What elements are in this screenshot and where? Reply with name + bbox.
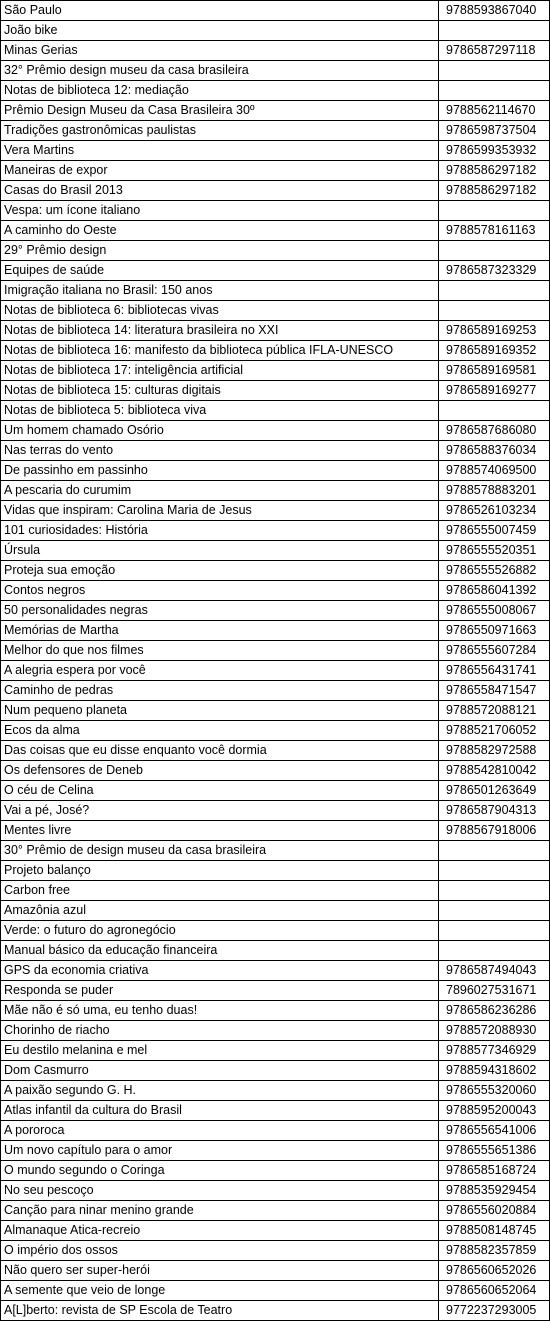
isbn-cell[interactable] bbox=[439, 81, 550, 101]
isbn-cell[interactable]: 9788594318602 bbox=[439, 1061, 550, 1081]
table-row bbox=[1, 161, 550, 181]
isbn-cell[interactable]: 9788593867040 bbox=[439, 1, 550, 21]
isbn-cell[interactable]: 9786558471547 bbox=[439, 681, 550, 701]
isbn-cell[interactable]: 9788577346929 bbox=[439, 1041, 550, 1061]
table-row bbox=[1, 701, 550, 721]
title-cell[interactable]: Manual básico da educação financeira bbox=[1, 941, 439, 961]
isbn-cell[interactable]: 9788582357859 bbox=[439, 1241, 550, 1261]
isbn-cell[interactable]: 9786586236286 bbox=[439, 1001, 550, 1021]
title-cell[interactable]: Casas do Brasil 2013 bbox=[1, 181, 439, 201]
table-row bbox=[1, 601, 550, 621]
isbn-cell[interactable] bbox=[439, 401, 550, 421]
isbn-cell[interactable]: 9788582972588 bbox=[439, 741, 550, 761]
title-cell[interactable]: Notas de biblioteca 16: manifesto da biblioteca pública IFLA-UNESCO bbox=[1, 341, 439, 361]
isbn-cell[interactable]: 9786589169352 bbox=[439, 341, 550, 361]
isbn-cell[interactable]: 9786587686080 bbox=[439, 421, 550, 441]
isbn-cell[interactable]: 9786587323329 bbox=[439, 261, 550, 281]
table-row bbox=[1, 1281, 550, 1301]
table-row bbox=[1, 1101, 550, 1121]
table-row bbox=[1, 201, 550, 221]
isbn-cell[interactable]: 9786560652064 bbox=[439, 1281, 550, 1301]
title-cell[interactable]: Vera Martins bbox=[1, 141, 439, 161]
table-row bbox=[1, 421, 550, 441]
table-row bbox=[1, 521, 550, 541]
isbn-cell[interactable] bbox=[439, 201, 550, 221]
title-cell[interactable]: 101 curiosidades: História bbox=[1, 521, 439, 541]
title-cell[interactable]: Memórias de Martha bbox=[1, 621, 439, 641]
title-cell[interactable]: João bike bbox=[1, 21, 439, 41]
title-cell[interactable]: Vespa: um ícone italiano bbox=[1, 201, 439, 221]
table-row bbox=[1, 581, 550, 601]
isbn-cell[interactable]: 9786556541006 bbox=[439, 1121, 550, 1141]
table-row bbox=[1, 221, 550, 241]
title-cell[interactable]: A pescaria do curumim bbox=[1, 481, 439, 501]
title-cell[interactable]: GPS da economia criativa bbox=[1, 961, 439, 981]
table-row bbox=[1, 961, 550, 981]
isbn-cell[interactable]: 9786555320060 bbox=[439, 1081, 550, 1101]
table-row bbox=[1, 501, 550, 521]
table-row bbox=[1, 461, 550, 481]
table-row bbox=[1, 721, 550, 741]
table-row bbox=[1, 61, 550, 81]
title-cell[interactable]: São Paulo bbox=[1, 1, 439, 21]
isbn-cell[interactable]: 9786599353932 bbox=[439, 141, 550, 161]
isbn-cell[interactable]: 9786585168724 bbox=[439, 1161, 550, 1181]
table-row bbox=[1, 681, 550, 701]
isbn-cell[interactable]: 9786587904313 bbox=[439, 801, 550, 821]
isbn-cell[interactable]: 9786589169277 bbox=[439, 381, 550, 401]
title-cell[interactable]: A paixão segundo G. H. bbox=[1, 1081, 439, 1101]
isbn-cell[interactable]: 9786555651386 bbox=[439, 1141, 550, 1161]
title-cell[interactable]: 30° Prêmio de design museu da casa brasileira bbox=[1, 841, 439, 861]
title-cell[interactable]: Chorinho de riacho bbox=[1, 1021, 439, 1041]
isbn-cell[interactable]: 9786586041392 bbox=[439, 581, 550, 601]
title-cell[interactable]: Notas de biblioteca 6: bibliotecas vivas bbox=[1, 301, 439, 321]
title-cell[interactable]: A pororoca bbox=[1, 1121, 439, 1141]
title-cell[interactable]: Notas de biblioteca 17: inteligência artificial bbox=[1, 361, 439, 381]
table-row bbox=[1, 761, 550, 781]
isbn-cell[interactable]: 9788586297182 bbox=[439, 161, 550, 181]
title-cell[interactable]: Equipes de saúde bbox=[1, 261, 439, 281]
table-row bbox=[1, 141, 550, 161]
title-cell[interactable]: O mundo segundo o Coringa bbox=[1, 1161, 439, 1181]
table-row bbox=[1, 301, 550, 321]
isbn-cell[interactable] bbox=[439, 861, 550, 881]
isbn-cell[interactable]: 9788542810042 bbox=[439, 761, 550, 781]
title-cell[interactable]: Verde: o futuro do agronegócio bbox=[1, 921, 439, 941]
table-row bbox=[1, 21, 550, 41]
table-row bbox=[1, 801, 550, 821]
isbn-cell[interactable]: 9786560652026 bbox=[439, 1261, 550, 1281]
isbn-cell[interactable] bbox=[439, 281, 550, 301]
title-cell[interactable]: A semente que veio de longe bbox=[1, 1281, 439, 1301]
table-row bbox=[1, 901, 550, 921]
title-cell[interactable]: Atlas infantil da cultura do Brasil bbox=[1, 1101, 439, 1121]
table-row bbox=[1, 1261, 550, 1281]
table-row bbox=[1, 941, 550, 961]
isbn-cell[interactable]: 9786556020884 bbox=[439, 1201, 550, 1221]
isbn-cell[interactable]: 9788572088930 bbox=[439, 1021, 550, 1041]
title-cell[interactable]: Ecos da alma bbox=[1, 721, 439, 741]
isbn-cell[interactable]: 9786588376034 bbox=[439, 441, 550, 461]
isbn-cell[interactable]: 9786555526882 bbox=[439, 561, 550, 581]
table-row bbox=[1, 661, 550, 681]
isbn-cell[interactable]: 9788595200043 bbox=[439, 1101, 550, 1121]
isbn-cell[interactable]: 9772237293005 bbox=[439, 1301, 550, 1321]
isbn-cell[interactable] bbox=[439, 921, 550, 941]
isbn-cell[interactable]: 9786587297118 bbox=[439, 41, 550, 61]
isbn-cell[interactable]: 9788562114670 bbox=[439, 101, 550, 121]
table-row bbox=[1, 861, 550, 881]
table-row bbox=[1, 441, 550, 461]
table-row bbox=[1, 261, 550, 281]
title-cell[interactable]: Almanaque Atica-recreio bbox=[1, 1221, 439, 1241]
title-cell[interactable]: O império dos ossos bbox=[1, 1241, 439, 1261]
title-cell[interactable]: O céu de Celina bbox=[1, 781, 439, 801]
isbn-cell[interactable]: 9786589169253 bbox=[439, 321, 550, 341]
isbn-cell[interactable]: 9786555007459 bbox=[439, 521, 550, 541]
title-cell[interactable]: Dom Casmurro bbox=[1, 1061, 439, 1081]
table-row bbox=[1, 841, 550, 861]
table-row bbox=[1, 1181, 550, 1201]
table-row bbox=[1, 541, 550, 561]
table-row bbox=[1, 81, 550, 101]
table-row bbox=[1, 1301, 550, 1321]
isbn-cell[interactable]: 9786555008067 bbox=[439, 601, 550, 621]
isbn-cell[interactable]: 7896027531671 bbox=[439, 981, 550, 1001]
table-row bbox=[1, 1201, 550, 1221]
title-cell[interactable]: Notas de biblioteca 12: mediação bbox=[1, 81, 439, 101]
isbn-cell[interactable]: 9788567918006 bbox=[439, 821, 550, 841]
table-row bbox=[1, 1041, 550, 1061]
title-cell[interactable]: De passinho em passinho bbox=[1, 461, 439, 481]
title-cell[interactable]: Tradições gastronômicas paulistas bbox=[1, 121, 439, 141]
table-row bbox=[1, 1081, 550, 1101]
isbn-cell[interactable] bbox=[439, 301, 550, 321]
title-cell[interactable]: A caminho do Oeste bbox=[1, 221, 439, 241]
table-row bbox=[1, 1241, 550, 1261]
title-cell[interactable]: Nas terras do vento bbox=[1, 441, 439, 461]
table-row bbox=[1, 341, 550, 361]
table-row bbox=[1, 41, 550, 61]
table-row bbox=[1, 881, 550, 901]
table-row bbox=[1, 361, 550, 381]
title-cell[interactable]: Proteja sua emoção bbox=[1, 561, 439, 581]
isbn-cell[interactable]: 9786587494043 bbox=[439, 961, 550, 981]
title-cell[interactable]: 50 personalidades negras bbox=[1, 601, 439, 621]
table-row bbox=[1, 561, 550, 581]
isbn-cell[interactable]: 9788574069500 bbox=[439, 461, 550, 481]
title-cell[interactable]: Um novo capítulo para o amor bbox=[1, 1141, 439, 1161]
table-row bbox=[1, 1221, 550, 1241]
table-row bbox=[1, 381, 550, 401]
title-cell[interactable]: Minas Gerias bbox=[1, 41, 439, 61]
table-row bbox=[1, 621, 550, 641]
title-cell[interactable]: Imigração italiana no Brasil: 150 anos bbox=[1, 281, 439, 301]
title-cell[interactable]: Um homem chamado Osório bbox=[1, 421, 439, 441]
title-cell[interactable]: Notas de biblioteca 14: literatura brasileira no XXI bbox=[1, 321, 439, 341]
isbn-cell[interactable] bbox=[439, 21, 550, 41]
isbn-cell[interactable]: 9786501263649 bbox=[439, 781, 550, 801]
isbn-cell[interactable]: 9786555607284 bbox=[439, 641, 550, 661]
table-row bbox=[1, 121, 550, 141]
isbn-cell[interactable]: 9786550971663 bbox=[439, 621, 550, 641]
isbn-cell[interactable]: 9788508148745 bbox=[439, 1221, 550, 1241]
title-cell[interactable]: 29° Prêmio design bbox=[1, 241, 439, 261]
table-row bbox=[1, 1161, 550, 1181]
title-cell[interactable]: Carbon free bbox=[1, 881, 439, 901]
table-row bbox=[1, 281, 550, 301]
title-cell[interactable]: Melhor do que nos filmes bbox=[1, 641, 439, 661]
title-cell[interactable]: Os defensores de Deneb bbox=[1, 761, 439, 781]
table-row bbox=[1, 401, 550, 421]
table-row bbox=[1, 1061, 550, 1081]
title-cell[interactable]: Contos negros bbox=[1, 581, 439, 601]
spreadsheet-body bbox=[1, 1, 550, 1321]
table-row bbox=[1, 241, 550, 261]
table-row bbox=[1, 1, 550, 21]
table-row bbox=[1, 641, 550, 661]
title-cell[interactable]: Vidas que inspiram: Carolina Maria de Jesus bbox=[1, 501, 439, 521]
title-cell[interactable]: 32° Prêmio design museu da casa brasileira bbox=[1, 61, 439, 81]
table-row bbox=[1, 821, 550, 841]
title-cell[interactable]: Mãe não é só uma, eu tenho duas! bbox=[1, 1001, 439, 1021]
title-cell[interactable]: Notas de biblioteca 15: culturas digitais bbox=[1, 381, 439, 401]
title-cell[interactable]: Mentes livre bbox=[1, 821, 439, 841]
title-cell[interactable]: Úrsula bbox=[1, 541, 439, 561]
table-row bbox=[1, 321, 550, 341]
isbn-cell[interactable]: 9786556431741 bbox=[439, 661, 550, 681]
title-cell[interactable]: Eu destilo melanina e mel bbox=[1, 1041, 439, 1061]
title-cell[interactable]: No seu pescoço bbox=[1, 1181, 439, 1201]
table-row bbox=[1, 1001, 550, 1021]
isbn-cell[interactable]: 9788572088121 bbox=[439, 701, 550, 721]
table-row bbox=[1, 181, 550, 201]
isbn-cell[interactable] bbox=[439, 241, 550, 261]
isbn-cell[interactable]: 9788535929454 bbox=[439, 1181, 550, 1201]
table-row bbox=[1, 741, 550, 761]
isbn-cell[interactable]: 9788521706052 bbox=[439, 721, 550, 741]
isbn-cell[interactable] bbox=[439, 901, 550, 921]
table-row bbox=[1, 1021, 550, 1041]
isbn-cell[interactable]: 9788586297182 bbox=[439, 181, 550, 201]
title-cell[interactable]: Vai a pé, José? bbox=[1, 801, 439, 821]
title-cell[interactable]: Responda se puder bbox=[1, 981, 439, 1001]
title-cell[interactable]: A[L]berto: revista de SP Escola de Teatro bbox=[1, 1301, 439, 1321]
isbn-cell[interactable]: 9786526103234 bbox=[439, 501, 550, 521]
title-cell[interactable]: Prêmio Design Museu da Casa Brasileira 30º bbox=[1, 101, 439, 121]
table-row bbox=[1, 921, 550, 941]
table-row bbox=[1, 981, 550, 1001]
isbn-cell[interactable] bbox=[439, 881, 550, 901]
title-cell[interactable]: Das coisas que eu disse enquanto você dormia bbox=[1, 741, 439, 761]
title-cell[interactable]: Projeto balanço bbox=[1, 861, 439, 881]
isbn-cell[interactable] bbox=[439, 841, 550, 861]
isbn-cell[interactable] bbox=[439, 61, 550, 81]
title-cell[interactable]: Num pequeno planeta bbox=[1, 701, 439, 721]
title-cell[interactable]: Não quero ser super-herói bbox=[1, 1261, 439, 1281]
title-cell[interactable]: Maneiras de expor bbox=[1, 161, 439, 181]
title-cell[interactable]: Caminho de pedras bbox=[1, 681, 439, 701]
table-row bbox=[1, 101, 550, 121]
table-row bbox=[1, 781, 550, 801]
title-cell[interactable]: A alegria espera por você bbox=[1, 661, 439, 681]
table-row bbox=[1, 1121, 550, 1141]
isbn-cell[interactable]: 9786598737504 bbox=[439, 121, 550, 141]
title-cell[interactable]: Canção para ninar menino grande bbox=[1, 1201, 439, 1221]
isbn-cell[interactable] bbox=[439, 941, 550, 961]
isbn-cell[interactable]: 9788578883201 bbox=[439, 481, 550, 501]
table-row bbox=[1, 1141, 550, 1161]
isbn-cell[interactable]: 9786589169581 bbox=[439, 361, 550, 381]
table-row bbox=[1, 481, 550, 501]
isbn-cell[interactable]: 9788578161163 bbox=[439, 221, 550, 241]
isbn-cell[interactable]: 9786555520351 bbox=[439, 541, 550, 561]
title-cell[interactable]: Amazônia azul bbox=[1, 901, 439, 921]
title-cell[interactable]: Notas de biblioteca 5: biblioteca viva bbox=[1, 401, 439, 421]
